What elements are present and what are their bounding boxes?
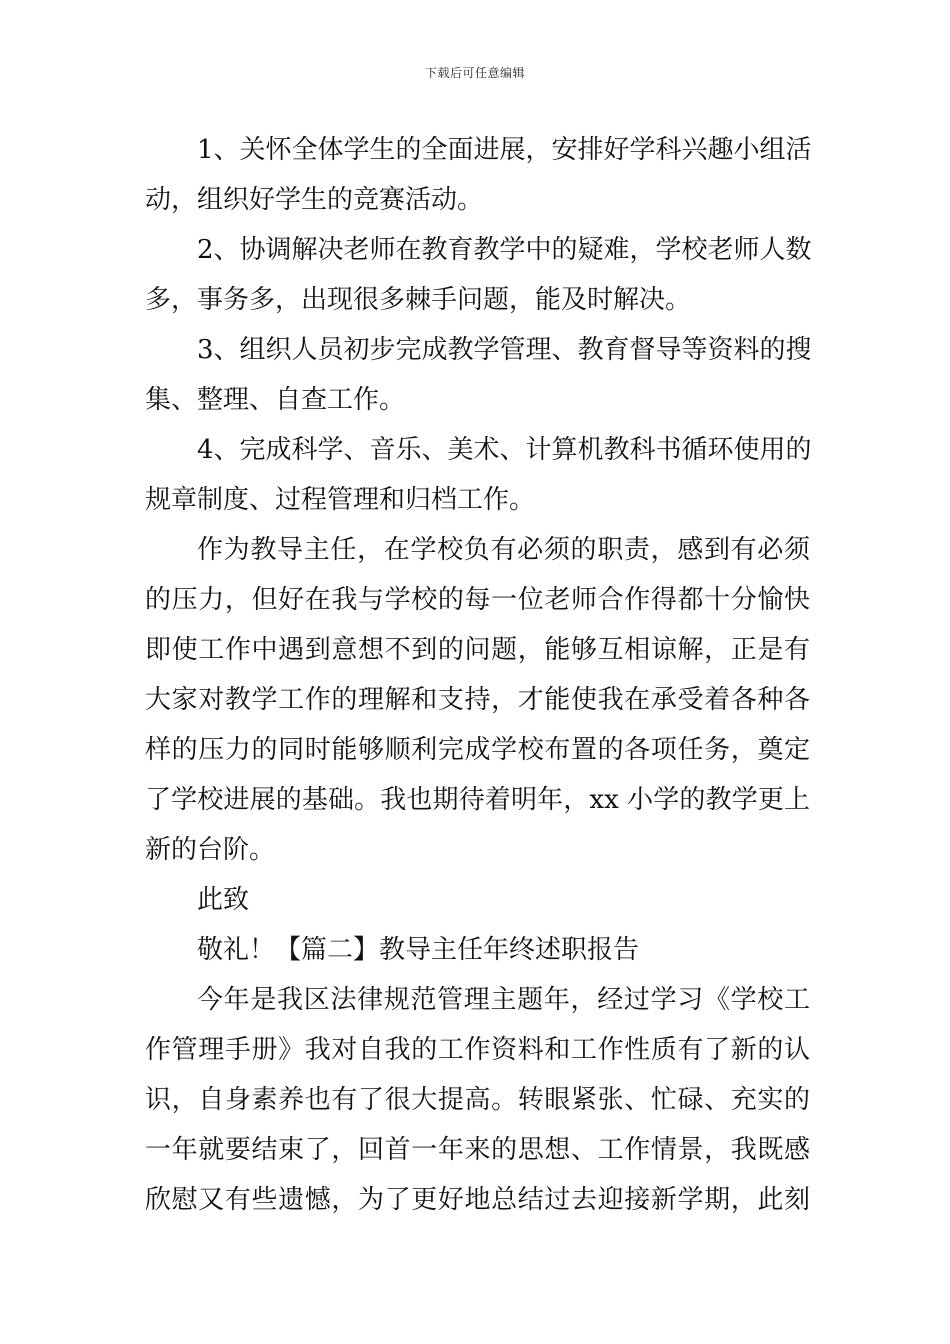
text-line: 此致 <box>197 885 250 915</box>
text-line: 多，事务多，出现很多棘手问题，能及时解决。 <box>145 285 692 315</box>
text-line: 了学校进展的基础。我也期待着明年，xx 小学的教学更上 <box>145 785 810 815</box>
text-line: 动，组织好学生的竞赛活动。 <box>145 185 484 215</box>
text-line: 4、完成科学、音乐、美术、计算机教科书循环使用的 <box>197 435 812 465</box>
text-line: 敬礼！【篇二】教导主任年终述职报告 <box>197 935 640 965</box>
text-line: 的压力，但好在我与学校的每一位老师合作得都十分愉快 <box>145 585 810 615</box>
text-line: 3、组织人员初步完成教学管理、教育督导等资料的搜 <box>197 335 812 365</box>
text-line: 集、整理、自查工作。 <box>145 385 406 415</box>
text-line: 2、协调解决老师在教育教学中的疑难，学校老师人数 <box>197 235 812 265</box>
text-line: 欣慰又有些遗憾，为了更好地总结过去迎接新学期，此刻 <box>145 1185 810 1215</box>
text-line: 作为教导主任，在学校负有必须的职责，感到有必须 <box>197 535 810 565</box>
text-line: 识，自身素养也有了很大提高。转眼紧张、忙碌、充实的 <box>145 1085 810 1115</box>
page-header: 下载后可任意编辑 <box>424 66 525 80</box>
text-line: 即使工作中遇到意想不到的问题，能够互相谅解，正是有 <box>145 635 810 665</box>
text-line: 新的台阶。 <box>145 835 276 865</box>
text-line: 作管理手册》我对自我的工作资料和工作性质有了新的认 <box>145 1035 810 1065</box>
text-line: 今年是我区法律规范管理主题年，经过学习《学校工 <box>197 985 810 1015</box>
text-line: 样的压力的同时能够顺利完成学校布置的各项任务，奠定 <box>145 735 810 765</box>
document-body <box>145 125 810 1225</box>
text-line: 大家对教学工作的理解和支持，才能使我在承受着各种各 <box>145 685 810 715</box>
text-line: 规章制度、过程管理和归档工作。 <box>145 485 536 515</box>
text-line: 一年就要结束了，回首一年来的思想、工作情景，我既感 <box>145 1135 810 1165</box>
text-line: 1、关怀全体学生的全面进展，安排好学科兴趣小组活 <box>197 135 812 165</box>
